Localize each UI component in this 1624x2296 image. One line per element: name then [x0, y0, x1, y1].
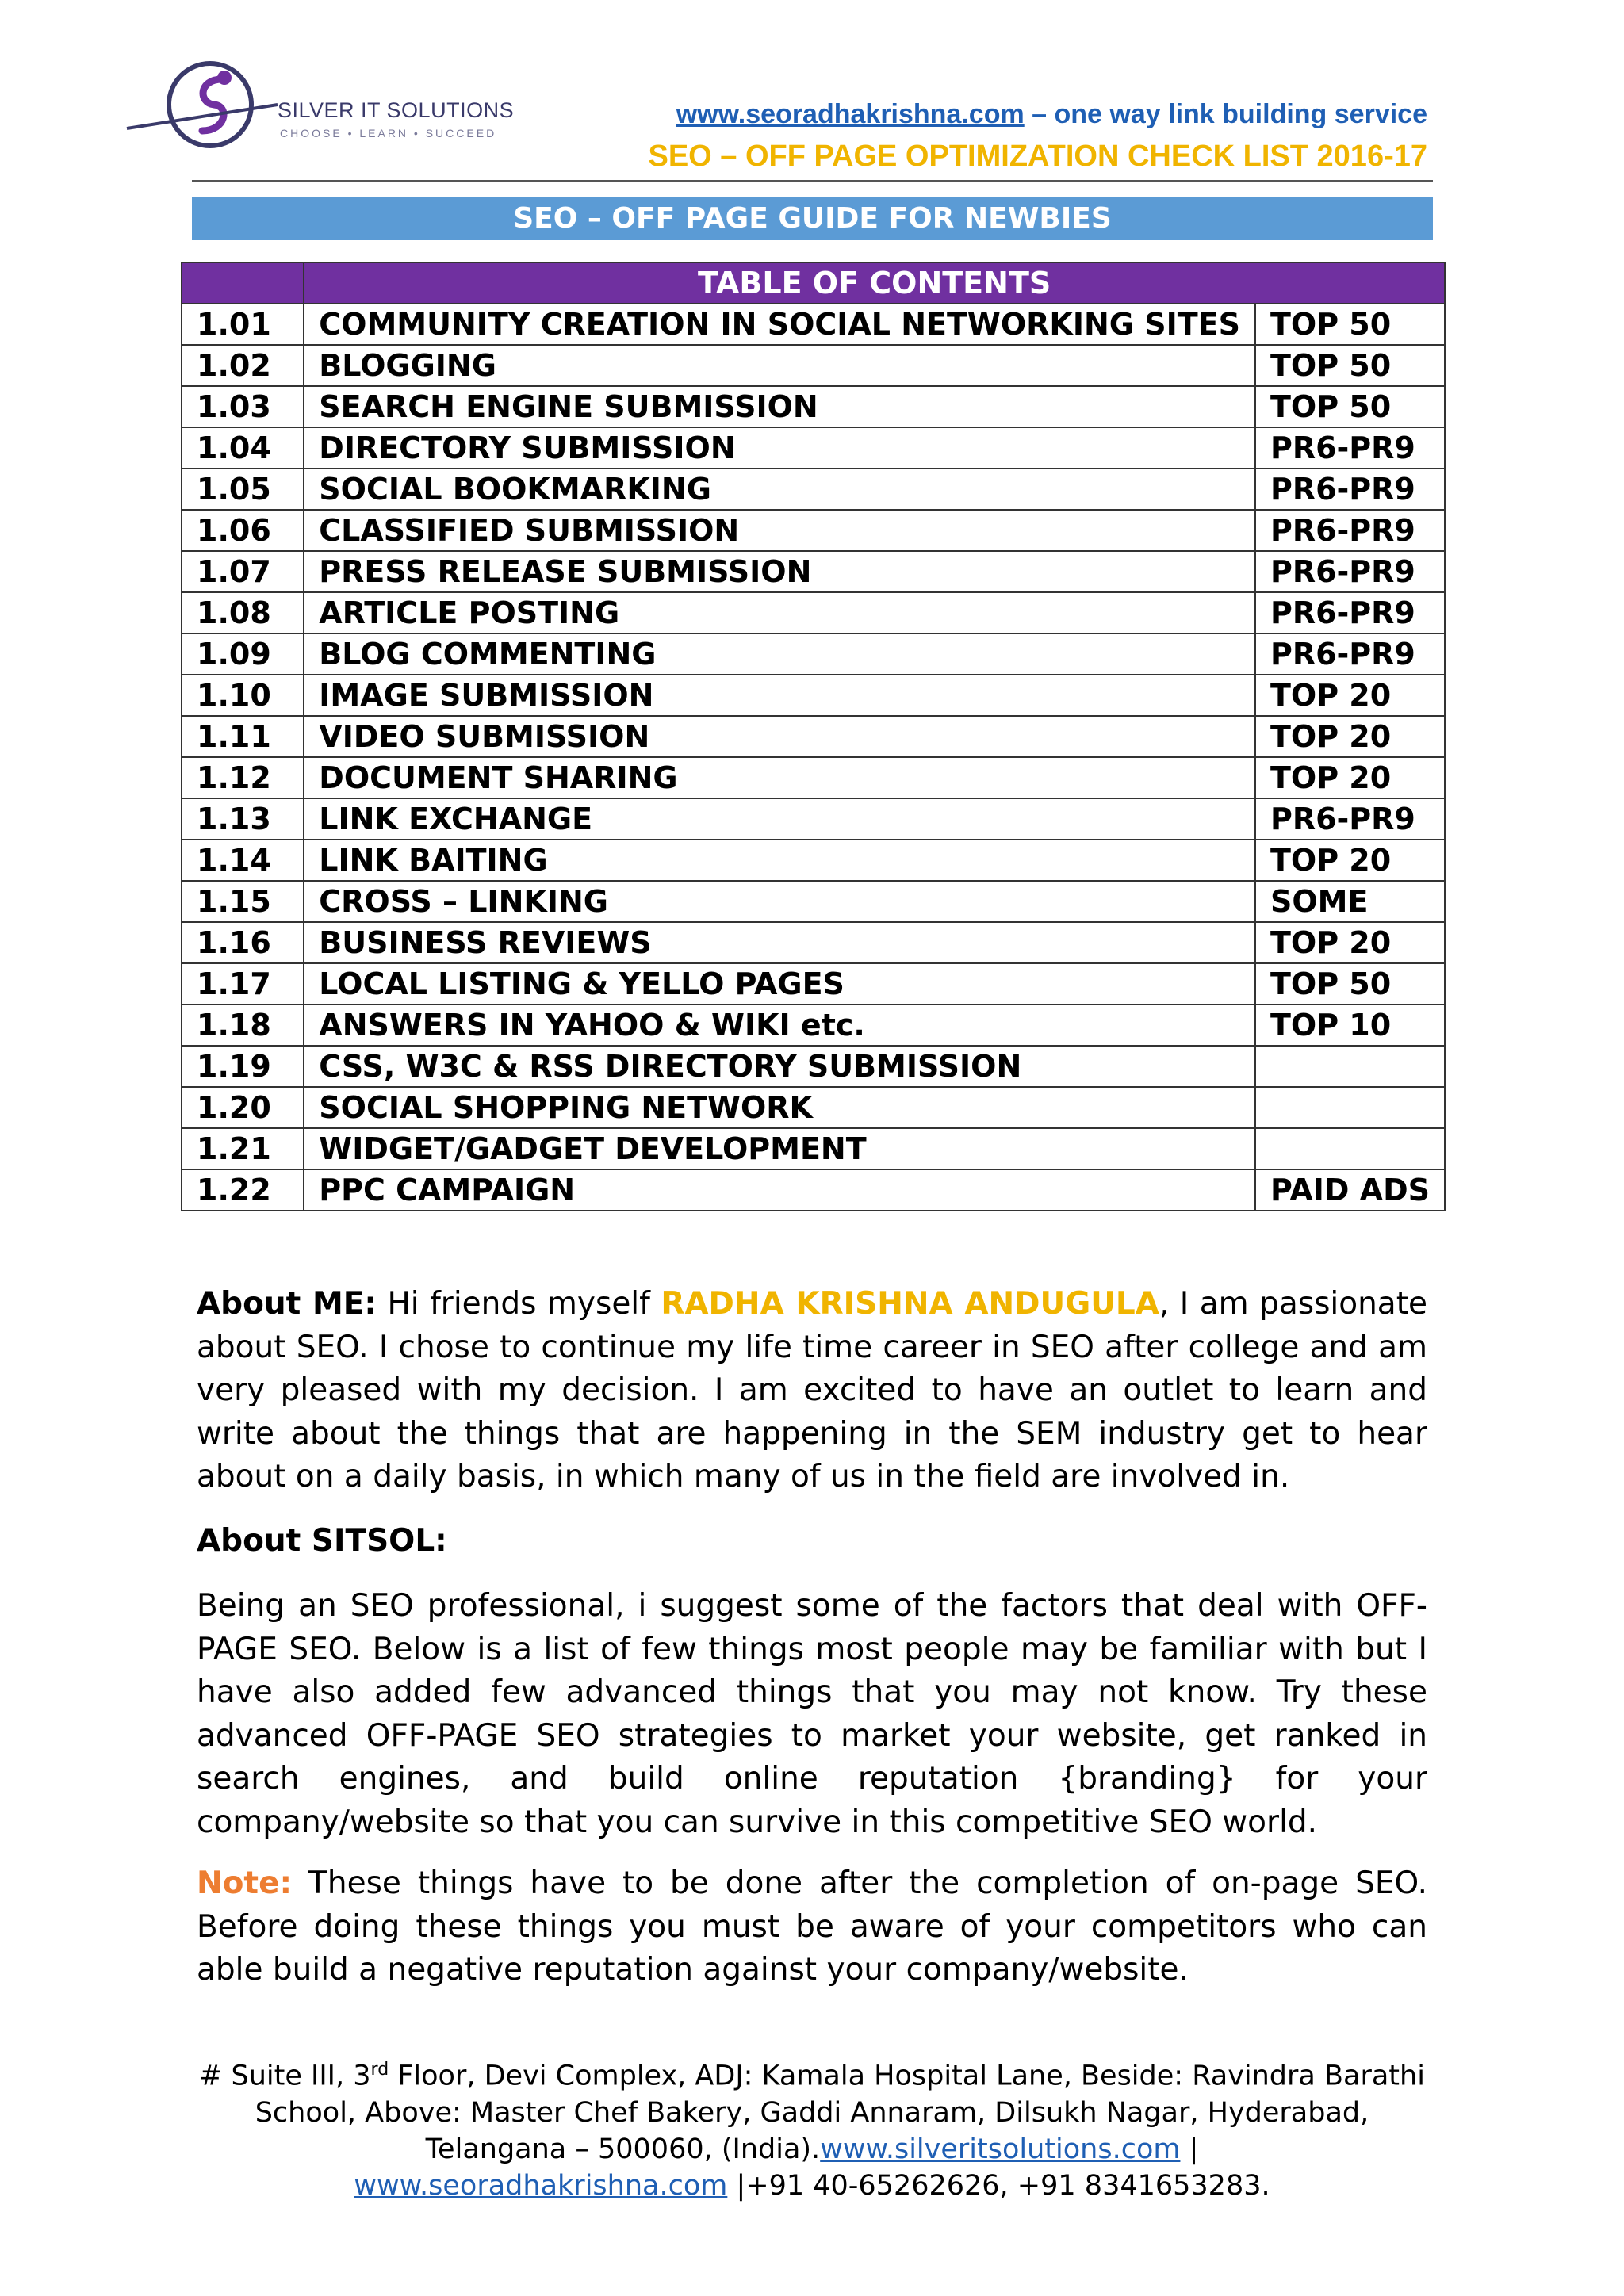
- toc-row: [182, 1046, 1445, 1087]
- toc-row: [182, 757, 1445, 798]
- toc-topic: PPC CAMPAIGN: [304, 1169, 1255, 1211]
- toc-number: 1.09: [182, 633, 304, 675]
- about-sitsol-paragraph: Being an SEO professional, i suggest some of the factors that deal with OFF-PAGE SEO. Below is a list of few things most people may be familiar with but I have also added few advanced things that you may not know. Try these advanced OFF-PAGE SEO strategies to market your website, get ranked in search engines, and build online reputation {branding} for your company/website so that you can survive in this competitive SEO world.: [197, 1588, 1427, 1840]
- toc-row: [182, 922, 1445, 963]
- toc-topic: CSS, W3C & RSS DIRECTORY SUBMISSION: [304, 1046, 1255, 1087]
- footer-link-seoradhakrishna[interactable]: www.seoradhakrishna.com: [354, 2169, 728, 2202]
- footer-address-part2: Floor, Devi Complex, ADJ: Kamala Hospital Lane, Beside: Ravindra Barathi School, Above: Master Chef Bakery, Gaddi Annaram, Dilsukh Nagar, Hyderabad, Telangana – 500060, (India).: [255, 2060, 1425, 2165]
- toc-topic: ANSWERS IN YAHOO & WIKI etc.: [304, 1004, 1255, 1046]
- toc-topic: PRESS RELEASE SUBMISSION: [304, 551, 1255, 592]
- toc-number: 1.21: [182, 1128, 304, 1169]
- toc-row: [182, 716, 1445, 757]
- toc-row: [182, 510, 1445, 551]
- header-divider: [192, 180, 1433, 182]
- toc-value: TOP 50: [1255, 304, 1445, 345]
- toc-value: PR6-PR9: [1255, 427, 1445, 469]
- toc-row: [182, 427, 1445, 469]
- header-link-seoradhakrishna[interactable]: www.seoradhakrishna.com: [676, 99, 1025, 129]
- toc-row: [182, 633, 1445, 675]
- toc-row: [182, 551, 1445, 592]
- toc-value: PR6-PR9: [1255, 551, 1445, 592]
- toc-number: 1.16: [182, 922, 304, 963]
- toc-number: 1.03: [182, 386, 304, 427]
- toc-value: TOP 20: [1255, 840, 1445, 881]
- toc-number: 1.07: [182, 551, 304, 592]
- toc-row: [182, 1128, 1445, 1169]
- toc-topic: IMAGE SUBMISSION: [304, 675, 1255, 716]
- toc-topic: SOCIAL BOOKMARKING: [304, 469, 1255, 510]
- footer-superscript: rd: [370, 2060, 389, 2080]
- toc-topic: CROSS – LINKING: [304, 881, 1255, 922]
- toc-value: TOP 50: [1255, 386, 1445, 427]
- toc-row: [182, 1087, 1445, 1128]
- footer-link-silveritsolutions[interactable]: www.silveritsolutions.com: [820, 2133, 1181, 2165]
- toc-heading: TABLE OF CONTENTS: [304, 262, 1445, 304]
- toc-topic: COMMUNITY CREATION IN SOCIAL NETWORKING SITES: [304, 304, 1255, 345]
- toc-number: 1.15: [182, 881, 304, 922]
- footer-separator: |: [1180, 2133, 1199, 2165]
- toc-value: [1255, 1128, 1445, 1169]
- logo-mark-icon: [123, 55, 282, 159]
- toc-row: [182, 798, 1445, 840]
- footer-address-part1: # Suite III, 3: [199, 2060, 371, 2092]
- company-logo: [123, 55, 535, 159]
- toc-topic: LINK BAITING: [304, 840, 1255, 881]
- toc-row: [182, 1169, 1445, 1211]
- toc-topic: CLASSIFIED SUBMISSION: [304, 510, 1255, 551]
- toc-value: PAID ADS: [1255, 1169, 1445, 1211]
- toc-number: 1.13: [182, 798, 304, 840]
- toc-number: 1.17: [182, 963, 304, 1004]
- note-label: Note:: [197, 1866, 293, 1901]
- toc-topic: WIDGET/GADGET DEVELOPMENT: [304, 1128, 1255, 1169]
- toc-number: 1.11: [182, 716, 304, 757]
- toc-row: [182, 881, 1445, 922]
- about-me-paragraph: [197, 1283, 1427, 1499]
- about-sitsol-label: About SITSOL:: [197, 1523, 447, 1559]
- toc-number: 1.14: [182, 840, 304, 881]
- toc-topic: DIRECTORY SUBMISSION: [304, 427, 1255, 469]
- footer-address: [197, 2052, 1427, 2204]
- toc-row: [182, 675, 1445, 716]
- toc-value: TOP 10: [1255, 1004, 1445, 1046]
- toc-row: [182, 963, 1445, 1004]
- toc-value: [1255, 1087, 1445, 1128]
- toc-value: TOP 50: [1255, 345, 1445, 386]
- toc-table: [181, 262, 1446, 1211]
- about-me-text: , I am passionate about SEO. I chose to continue my life time career in SEO after college and am very pleased with my decision. I am excited to have an outlet to learn and write about the things that are happening in the SEM industry get to hear about on a daily basis, in which many of us in the field are involved in.: [197, 1286, 1427, 1494]
- logo-brand-text: SILVER IT SOLUTIONS: [278, 98, 515, 122]
- toc-topic: DOCUMENT SHARING: [304, 757, 1255, 798]
- toc-topic: SOCIAL SHOPPING NETWORK: [304, 1087, 1255, 1128]
- toc-row: [182, 386, 1445, 427]
- toc-number: 1.12: [182, 757, 304, 798]
- toc-value: PR6-PR9: [1255, 798, 1445, 840]
- toc-value: TOP 20: [1255, 716, 1445, 757]
- toc-number: 1.06: [182, 510, 304, 551]
- toc-number: 1.18: [182, 1004, 304, 1046]
- toc-value: SOME: [1255, 881, 1445, 922]
- toc-topic: VIDEO SUBMISSION: [304, 716, 1255, 757]
- toc-value: [1255, 1046, 1445, 1087]
- toc-value: TOP 20: [1255, 675, 1445, 716]
- note-paragraph: [197, 1862, 1427, 1992]
- guide-banner: SEO – OFF PAGE GUIDE FOR NEWBIES: [192, 197, 1433, 240]
- toc-topic: BLOG COMMENTING: [304, 633, 1255, 675]
- toc-number: 1.05: [182, 469, 304, 510]
- toc-number: 1.22: [182, 1169, 304, 1211]
- toc-topic: LINK EXCHANGE: [304, 798, 1255, 840]
- toc-row: [182, 1004, 1445, 1046]
- toc-value: TOP 50: [1255, 963, 1445, 1004]
- toc-number: 1.10: [182, 675, 304, 716]
- toc-value: TOP 20: [1255, 922, 1445, 963]
- header-url-line: [676, 99, 1427, 130]
- toc-number: 1.08: [182, 592, 304, 633]
- toc-row: [182, 304, 1445, 345]
- toc-row: [182, 469, 1445, 510]
- toc-topic: BUSINESS REVIEWS: [304, 922, 1255, 963]
- toc-header-blank: [182, 262, 304, 304]
- toc-topic: BLOGGING: [304, 345, 1255, 386]
- toc-number: 1.19: [182, 1046, 304, 1087]
- toc-topic: ARTICLE POSTING: [304, 592, 1255, 633]
- logo-tagline: CHOOSE • LEARN • SUCCEED: [280, 127, 497, 140]
- note-text: These things have to be done after the completion of on-page SEO. Before doing these things you must be aware of your competitors who can able build a negative reputation against your company/website.: [197, 1866, 1427, 1988]
- header-title: SEO – OFF PAGE OPTIMIZATION CHECK LIST 2016-17: [648, 140, 1427, 173]
- about-sitsol-heading: [197, 1520, 1427, 1563]
- toc-number: 1.20: [182, 1087, 304, 1128]
- toc-value: PR6-PR9: [1255, 469, 1445, 510]
- toc-topic: LOCAL LISTING & YELLO PAGES: [304, 963, 1255, 1004]
- about-me-lead: Hi friends myself: [377, 1286, 661, 1322]
- toc-number: 1.01: [182, 304, 304, 345]
- author-name: RADHA KRISHNA ANDUGULA: [661, 1286, 1159, 1322]
- footer-contact: |+91 40-65262626, +91 8341653283.: [727, 2169, 1270, 2202]
- toc-number: 1.02: [182, 345, 304, 386]
- toc-value: TOP 20: [1255, 757, 1445, 798]
- toc-value: PR6-PR9: [1255, 510, 1445, 551]
- toc-number: 1.04: [182, 427, 304, 469]
- header-url-suffix: – one way link building service: [1024, 99, 1427, 129]
- about-me-label: About ME:: [197, 1286, 377, 1322]
- toc-row: [182, 840, 1445, 881]
- toc-value: PR6-PR9: [1255, 592, 1445, 633]
- toc-value: PR6-PR9: [1255, 633, 1445, 675]
- toc-row: [182, 345, 1445, 386]
- toc-row: [182, 592, 1445, 633]
- toc-topic: SEARCH ENGINE SUBMISSION: [304, 386, 1255, 427]
- toc-header-row: [182, 262, 1445, 304]
